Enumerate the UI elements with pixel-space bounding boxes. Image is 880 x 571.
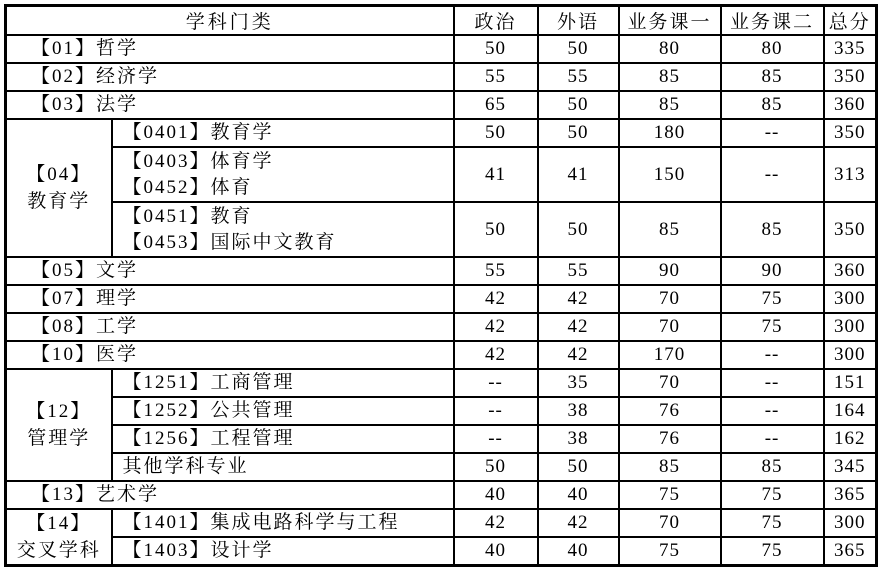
table-row [6, 509, 877, 537]
score-cell: 164 [824, 397, 877, 425]
header-row [6, 6, 877, 36]
score-cell: 85 [619, 63, 721, 91]
header-category: 学科门类 [6, 6, 454, 36]
score-cell: 38 [538, 425, 619, 453]
group-code: 【04】 [26, 164, 92, 185]
score-cell: 85 [721, 202, 824, 257]
score-cell: -- [454, 369, 538, 397]
row-label: 【1256】工程管理 [112, 425, 454, 453]
row-label-line: 【0451】教育 [122, 205, 253, 227]
table-row [6, 537, 877, 566]
group-code: 【14】 [26, 513, 92, 534]
row-label-line: 【0452】体育 [122, 176, 253, 198]
score-cell: 42 [454, 509, 538, 537]
header-politics: 政治 [454, 6, 538, 36]
group-name: 交叉学科 [16, 540, 101, 561]
score-cell: 75 [721, 285, 824, 313]
group-name: 管理学 [27, 428, 91, 449]
score-cell: 85 [619, 91, 721, 119]
score-cell: 350 [824, 63, 877, 91]
score-cell: -- [721, 147, 824, 202]
score-cell: -- [721, 119, 824, 147]
score-cell: -- [721, 341, 824, 369]
score-cell: 85 [619, 453, 721, 481]
table-row [6, 397, 877, 425]
row-label: 【05】文学 [6, 257, 454, 285]
row-label: 【1401】集成电路科学与工程 [112, 509, 454, 537]
score-cell: 365 [824, 481, 877, 509]
row-label: 【02】经济学 [6, 63, 454, 91]
score-cell: -- [721, 397, 824, 425]
table-row [6, 119, 877, 147]
score-cell: 42 [538, 341, 619, 369]
score-cell: 70 [619, 509, 721, 537]
score-cell: 50 [454, 202, 538, 257]
score-cell: 300 [824, 509, 877, 537]
admission-score-table [4, 4, 878, 567]
score-cell: 85 [619, 202, 721, 257]
row-label: 【08】工学 [6, 313, 454, 341]
score-cell: 42 [454, 313, 538, 341]
score-cell: 40 [454, 481, 538, 509]
row-label: 【07】理学 [6, 285, 454, 313]
score-cell: 38 [538, 397, 619, 425]
score-cell: 75 [721, 509, 824, 537]
score-cell: 80 [619, 35, 721, 63]
score-cell: 55 [538, 257, 619, 285]
row-label: 【01】哲学 [6, 35, 454, 63]
score-cell: 313 [824, 147, 877, 202]
row-label: 【10】医学 [6, 341, 454, 369]
group-cell-management [6, 369, 112, 481]
score-cell: 350 [824, 202, 877, 257]
score-cell: 50 [538, 453, 619, 481]
score-cell: 75 [721, 537, 824, 566]
score-cell: 90 [619, 257, 721, 285]
score-cell: 41 [454, 147, 538, 202]
table-row [6, 313, 877, 341]
score-cell: 360 [824, 91, 877, 119]
score-cell: 50 [538, 91, 619, 119]
score-cell: 50 [454, 35, 538, 63]
group-code: 【12】 [26, 401, 92, 422]
score-cell: 360 [824, 257, 877, 285]
score-cell: 70 [619, 285, 721, 313]
score-cell: 162 [824, 425, 877, 453]
row-label: 【13】艺术学 [6, 481, 454, 509]
score-cell: 350 [824, 119, 877, 147]
score-cell: 55 [454, 257, 538, 285]
table-row [6, 481, 877, 509]
score-cell: 300 [824, 341, 877, 369]
row-label: 【1251】工商管理 [112, 369, 454, 397]
score-cell: 76 [619, 425, 721, 453]
header-major-course-2: 业务课二 [721, 6, 824, 36]
group-name: 教育学 [27, 191, 91, 212]
score-cell: 75 [619, 481, 721, 509]
score-cell: 365 [824, 537, 877, 566]
score-cell: 180 [619, 119, 721, 147]
score-cell: 75 [721, 481, 824, 509]
score-cell: 85 [721, 91, 824, 119]
score-cell: 150 [619, 147, 721, 202]
score-cell: 75 [721, 313, 824, 341]
score-cell: -- [454, 425, 538, 453]
row-label: 【03】法学 [6, 91, 454, 119]
score-cell: 300 [824, 313, 877, 341]
score-cell: 42 [538, 285, 619, 313]
header-major-course-1: 业务课一 [619, 6, 721, 36]
table-row [6, 147, 877, 202]
score-cell: 300 [824, 285, 877, 313]
score-cell: 42 [538, 509, 619, 537]
score-cell: 80 [721, 35, 824, 63]
header-total-score: 总分 [824, 6, 877, 36]
table-row [6, 35, 877, 63]
score-cell: 70 [619, 313, 721, 341]
score-cell: 335 [824, 35, 877, 63]
score-cell: 65 [454, 91, 538, 119]
score-cell: 42 [454, 285, 538, 313]
row-label: 【1252】公共管理 [112, 397, 454, 425]
score-cell: 35 [538, 369, 619, 397]
table-row [6, 453, 877, 481]
group-cell-education [6, 119, 112, 257]
score-cell: 50 [538, 119, 619, 147]
row-label [112, 147, 454, 202]
score-cell: -- [721, 369, 824, 397]
table-row [6, 369, 877, 397]
score-cell: -- [454, 397, 538, 425]
row-label: 其他学科专业 [112, 453, 454, 481]
score-cell: 151 [824, 369, 877, 397]
score-cell: 90 [721, 257, 824, 285]
score-cell: 85 [721, 63, 824, 91]
score-cell: 76 [619, 397, 721, 425]
score-cell: 42 [538, 313, 619, 341]
score-cell: 40 [538, 481, 619, 509]
score-cell: -- [721, 425, 824, 453]
score-cell: 50 [538, 202, 619, 257]
table-row [6, 341, 877, 369]
score-cell: 55 [538, 63, 619, 91]
score-cell: 345 [824, 453, 877, 481]
score-cell: 50 [538, 35, 619, 63]
score-cell: 50 [454, 453, 538, 481]
group-cell-interdisciplinary [6, 509, 112, 566]
row-label: 【1403】设计学 [112, 537, 454, 566]
table-row [6, 285, 877, 313]
score-cell: 170 [619, 341, 721, 369]
row-label [112, 202, 454, 257]
header-foreign-language: 外语 [538, 6, 619, 36]
score-cell: 85 [721, 453, 824, 481]
score-cell: 55 [454, 63, 538, 91]
row-label-line: 【0453】国际中文教育 [122, 231, 337, 253]
score-cell: 40 [454, 537, 538, 566]
score-cell: 75 [619, 537, 721, 566]
score-cell: 70 [619, 369, 721, 397]
row-label-line: 【0403】体育学 [122, 150, 274, 172]
table-row [6, 257, 877, 285]
table-row [6, 91, 877, 119]
table-row [6, 425, 877, 453]
row-label: 【0401】教育学 [112, 119, 454, 147]
score-cell: 50 [454, 119, 538, 147]
table-row [6, 63, 877, 91]
score-cell: 41 [538, 147, 619, 202]
score-cell: 42 [454, 341, 538, 369]
score-cell: 40 [538, 537, 619, 566]
table-row [6, 202, 877, 257]
